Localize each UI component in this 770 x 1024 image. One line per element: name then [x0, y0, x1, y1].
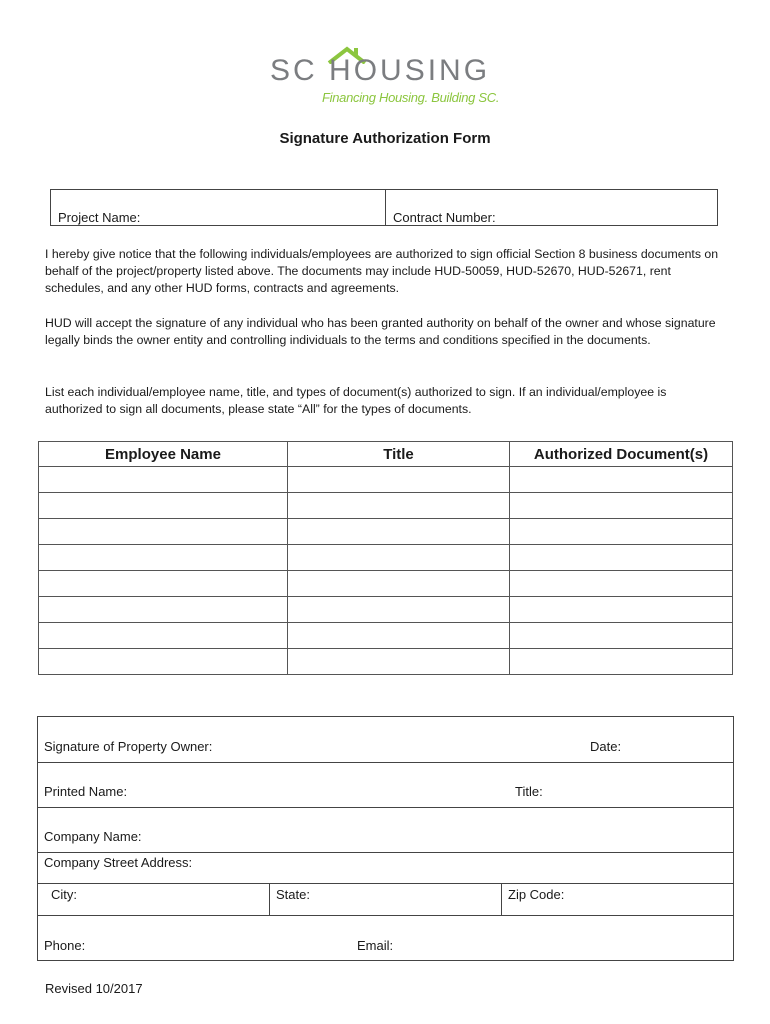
owner-signature-field[interactable]: Signature of Property Owner: [44, 739, 213, 754]
table-row [39, 571, 733, 597]
divider [269, 883, 270, 915]
title-cell[interactable] [288, 649, 510, 675]
authorized-documents-cell[interactable] [510, 571, 733, 597]
email-field[interactable]: Email: [357, 938, 394, 953]
revision-date: Revised 10/2017 [45, 981, 143, 996]
owner-signature-box [37, 716, 734, 961]
project-info-box [50, 189, 718, 226]
authorized-documents-cell[interactable] [510, 649, 733, 675]
table-row [39, 597, 733, 623]
authorized-documents-cell[interactable] [510, 623, 733, 649]
title-cell[interactable] [288, 571, 510, 597]
employee-name-header: Employee Name [39, 442, 288, 467]
state-field[interactable]: State: [276, 887, 310, 902]
employee-name-cell[interactable] [39, 597, 288, 623]
instructions-paragraph: List each individual/employee name, title, and types of document(s) authorized to sign. If an individual/employee is authorized to sign all documents, please state “All” for the types of documents. [45, 385, 667, 417]
employee-name-cell[interactable] [39, 571, 288, 597]
table-row [39, 519, 733, 545]
company-name-field[interactable]: Company Name: [44, 829, 142, 844]
logo-tagline: Financing Housing. Building SC. [322, 90, 500, 105]
authorized-documents-cell[interactable] [510, 519, 733, 545]
title-cell[interactable] [288, 597, 510, 623]
logo-wordmark: SC HOUSING [270, 54, 491, 87]
title-header: Title [288, 442, 510, 467]
divider [501, 883, 502, 915]
divider [38, 883, 733, 884]
authorized-documents-cell[interactable] [510, 597, 733, 623]
divider [38, 762, 733, 763]
phone-field[interactable]: Phone: [44, 938, 86, 953]
title-cell[interactable] [288, 519, 510, 545]
table-header-row [39, 442, 733, 467]
authorized-documents-cell[interactable] [510, 545, 733, 571]
employee-name-cell[interactable] [39, 545, 288, 571]
divider [38, 807, 733, 808]
city-field[interactable]: City: [51, 887, 77, 902]
project-box-divider [385, 190, 386, 225]
contract-number-field[interactable]: Contract Number: [393, 210, 496, 225]
authorized-documents-cell[interactable] [510, 467, 733, 493]
title-cell[interactable] [288, 545, 510, 571]
employee-name-cell[interactable] [39, 623, 288, 649]
employee-name-cell[interactable] [39, 519, 288, 545]
company-address-field[interactable]: Company Street Address: [44, 855, 193, 870]
sc-housing-logo [270, 44, 505, 108]
divider [38, 852, 733, 853]
divider [38, 915, 733, 916]
employee-name-cell[interactable] [39, 467, 288, 493]
table-row [39, 623, 733, 649]
table-row [39, 545, 733, 571]
date-field[interactable]: Date: [590, 739, 622, 754]
printed-name-field[interactable]: Printed Name: [44, 784, 128, 799]
title-cell[interactable] [288, 493, 510, 519]
table-row [39, 467, 733, 493]
zip-code-field[interactable]: Zip Code: [508, 887, 565, 902]
employee-name-cell[interactable] [39, 649, 288, 675]
employee-authorization-table [38, 441, 733, 675]
table-row [39, 649, 733, 675]
authorized-documents-header: Authorized Document(s) [510, 442, 733, 467]
hud-acceptance-paragraph: HUD will accept the signature of any individual who has been granted authority on behalf of the owner and whose signature legally binds the owner entity and controlling individuals to the terms and conditions specified in the documents. [45, 316, 716, 348]
title-cell[interactable] [288, 467, 510, 493]
owner-title-field[interactable]: Title: [515, 784, 543, 799]
employee-name-cell[interactable] [39, 493, 288, 519]
authorization-notice-paragraph: I hereby give notice that the following individuals/employees are authorized to sign official Section 8 business documents on behalf of the project/property listed above. The documents may include HUD-50059, HUD-52670, HUD-52671, rent schedules, and any other HUD forms, contracts and agreements. [45, 247, 719, 296]
title-cell[interactable] [288, 623, 510, 649]
page-title: Signature Authorization Form [279, 130, 491, 147]
authorized-documents-cell[interactable] [510, 493, 733, 519]
project-name-field[interactable]: Project Name: [58, 210, 141, 225]
table-row [39, 493, 733, 519]
